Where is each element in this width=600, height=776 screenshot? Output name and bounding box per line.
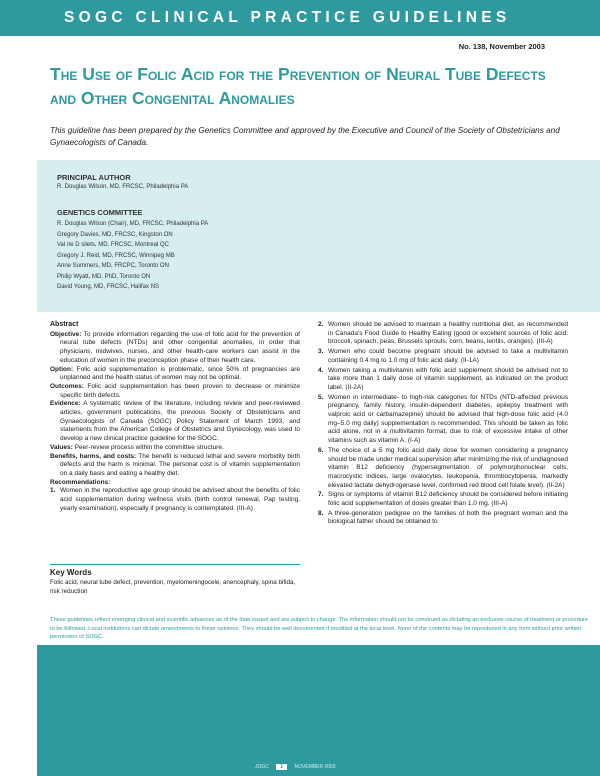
recommendation-number: 5.	[318, 393, 324, 401]
header-title: SOGC CLINICAL PRACTICE GUIDELINES	[64, 9, 511, 26]
header-bar	[0, 0, 600, 36]
recommendation-item	[318, 510, 568, 527]
left-column	[50, 321, 300, 514]
committee-member: Gregory J. Reid, MD, FRCSC, Winnipeg MB	[57, 252, 175, 259]
recommendation-number: 2.	[318, 321, 324, 328]
committee-member: Gregory Davies, MD, FRCSC, Kingston ON	[57, 231, 173, 238]
page-footer	[255, 764, 336, 770]
recommendation-number: 6.	[318, 446, 324, 454]
recommendation-item	[318, 491, 568, 508]
principal-author-name: R. Douglas Wilson, MD, FRCSC, Philadelphia PA	[57, 184, 189, 190]
section-label: Evidence:	[50, 400, 81, 408]
abstract-option	[50, 366, 300, 383]
recommendation-text: Women in intermediate- to high-risk categories for NTDs (NTD-affected previous pregnancy, family history, insulin-dependent diabetes, epilepsy treatment with valproic acid or carbamazepine) should be advised that high-dose folic acid (4.0 mg–5.0 mg daily) supplementation is recommended. This should be taken as folic acid alone, not in a multivitamin format, due to risk of excessive intake of other vitamins such as vitamin A. (I-A)	[328, 393, 568, 445]
recommendation-item	[318, 447, 568, 491]
recommendation-text: Women taking a multivitamin with folic acid supplement should be advised not to take more than 1 daily dose of vitamin supplement, as indicated on the product label. (II-2A)	[328, 366, 568, 391]
recommendation-number: 1.	[50, 487, 56, 495]
recommendation-item	[318, 367, 568, 393]
document-subtitle: This guideline has been prepared by the Genetics Committee and approved by the Executive and Council of the Society of Obstetricians and Gynaecologists of Canada.	[50, 126, 560, 147]
footer-date: NOVEMBER 2003	[294, 764, 336, 770]
section-text: Folic acid supplementation is problematic, since 50% of pregnancies are unplanned and the health status of women may not be optimal.	[60, 365, 300, 382]
bottom-color-block	[37, 645, 600, 776]
committee-member: R. Douglas Wilson (Chair), MD, FRCSC, Philadelphia PA	[57, 221, 209, 227]
keywords-divider	[50, 564, 300, 565]
committee-list	[57, 219, 208, 293]
section-text: The benefit is reduced lethal and severe morbidity birth defects and the harm is minimal. The personal cost is of vitamin supplementation on a daily basis and eating a healthy diet.	[60, 452, 300, 477]
section-label: Benefits, harms, and costs:	[50, 452, 137, 460]
section-text: Peer-review process within the committee structure.	[74, 443, 224, 451]
section-label: Option:	[50, 365, 74, 373]
abstract-heading: Abstract	[50, 321, 79, 328]
recommendation-text: Women in the reproductive age group should be advised about the benefits of folic acid supplementation during wellness visits (birth control renewal, Pap testing, yearly examination), especially if pregnancy is contemplated. (III-A)	[60, 487, 300, 512]
right-column	[318, 321, 568, 528]
abstract-objective	[50, 331, 300, 366]
disclaimer-note: These guidelines reflect emerging clinical and scientific advances as of the date issued and are subject to change. The information should not be construed as dictating an exclusive course of treatment or procedure to be followed. Local institutions can dictate amendments to these opinions. They should be well documented if modified at the local level. None of the contents may be reproduced in any form without prior written permission of SOGC.	[50, 617, 588, 640]
abstract-outcomes	[50, 383, 300, 400]
recommendation-text: The choice of a 5 mg folic acid daily dose for women considering a pregnancy should be made under medical supervision after minimizing the risk of undiagnosed vitamin B12 deficiency (hypersegmentation of polymorphonuclear cells, macrocystic indices, large ovalocytes, leukopenia, thrombocytopenia, markedly elevated lactate dehydrogenase level, confirmed red blood cell folate level). (II-2A)	[328, 446, 568, 489]
recommendation-item	[318, 348, 568, 365]
committee-member: Philip Wyatt, MD, PhD, Toronto ON	[57, 273, 151, 280]
committee-member: Anne Summers, MD, FRCPC, Toronto ON	[57, 263, 169, 269]
recommendation-text: A three-generation pedigree on the families of both the pregnant woman and the biological father should be obtained to	[328, 509, 568, 526]
committee-heading: GENETICS COMMITTEE	[57, 208, 143, 217]
section-text: A systematic review of the literature, including review and peer-reviewed articles, government publications, the previous Society of Obstetricians and Gynaecologists of Canada (SOGC) Policy Statement of March 1993, and statements from the American College of Obstetrics and Gynecology, was used to develop a new clinical practice guideline for the SOGC.	[60, 400, 300, 443]
section-text: Folic acid supplementation has been proven to decrease or minimize specific birth defects.	[60, 382, 300, 399]
recommendation-number: 7.	[318, 491, 324, 499]
abstract-evidence	[50, 400, 300, 444]
committee-member: David Young, MD, FRCSC, Halifax NS	[57, 284, 160, 290]
recommendation-item	[50, 487, 300, 513]
footer-journal: JOGC	[255, 764, 269, 770]
section-label: Objective:	[50, 330, 82, 338]
keywords-heading: Key Words	[50, 568, 92, 577]
section-label: Values:	[50, 443, 73, 451]
recommendation-number: 4.	[318, 366, 324, 374]
issue-number: No. 138, November 2003	[458, 42, 545, 51]
recommendations-heading: Recommendations:	[50, 478, 111, 486]
section-label: Outcomes:	[50, 382, 84, 390]
abstract-values	[50, 444, 300, 453]
page-number: 1	[276, 764, 287, 770]
keywords-text: Folic acid, neural tube defect, prevention, myelomeningocele, anencephaly, spina bifida, risk reduction	[50, 579, 296, 595]
section-text: To provide information regarding the use of folic acid for the prevention of neural tube defects (NTDs) and other congenital anomalies, in order that physicians, midwives, nurses, and other health-care workers can assist in the education of women in the preconception phase of their health care.	[60, 330, 300, 364]
recommendation-text: Women should be advised to maintain a healthy nutritional diet, as recommended in Canada's Food Guide to Healthy Eating (good or excellent sources of folic acid: broccoli, spinach, peas, Brussels sprouts, corn, beans, lentils, oranges). (III-A)	[328, 321, 568, 346]
recommendation-number: 3.	[318, 348, 324, 356]
recommendation-text: Women who could become pregnant should be advised to take a multivitamin containing 0.4 mg to 1.0 mg of folic acid daily. (II-1A)	[328, 348, 568, 364]
recommendation-item	[318, 394, 568, 446]
abstract-benefits	[50, 453, 300, 479]
principal-author-heading: PRINCIPAL AUTHOR	[57, 173, 131, 182]
recommendation-text: Signs or symptoms of vitamin B12 deficiency should be considered before initiating folic acid supplementation of doses greater than 1.0 mg. (III-A)	[328, 491, 568, 508]
committee-member: Val rie D silets, MD, FRCSC, Montreal QC	[57, 242, 169, 248]
document-title: The Use of Folic Acid for the Prevention of Neural Tube Defects and Other Congenital Anomalies	[50, 64, 546, 108]
recommendation-number: 8.	[318, 509, 324, 517]
recommendation-item	[318, 321, 568, 347]
